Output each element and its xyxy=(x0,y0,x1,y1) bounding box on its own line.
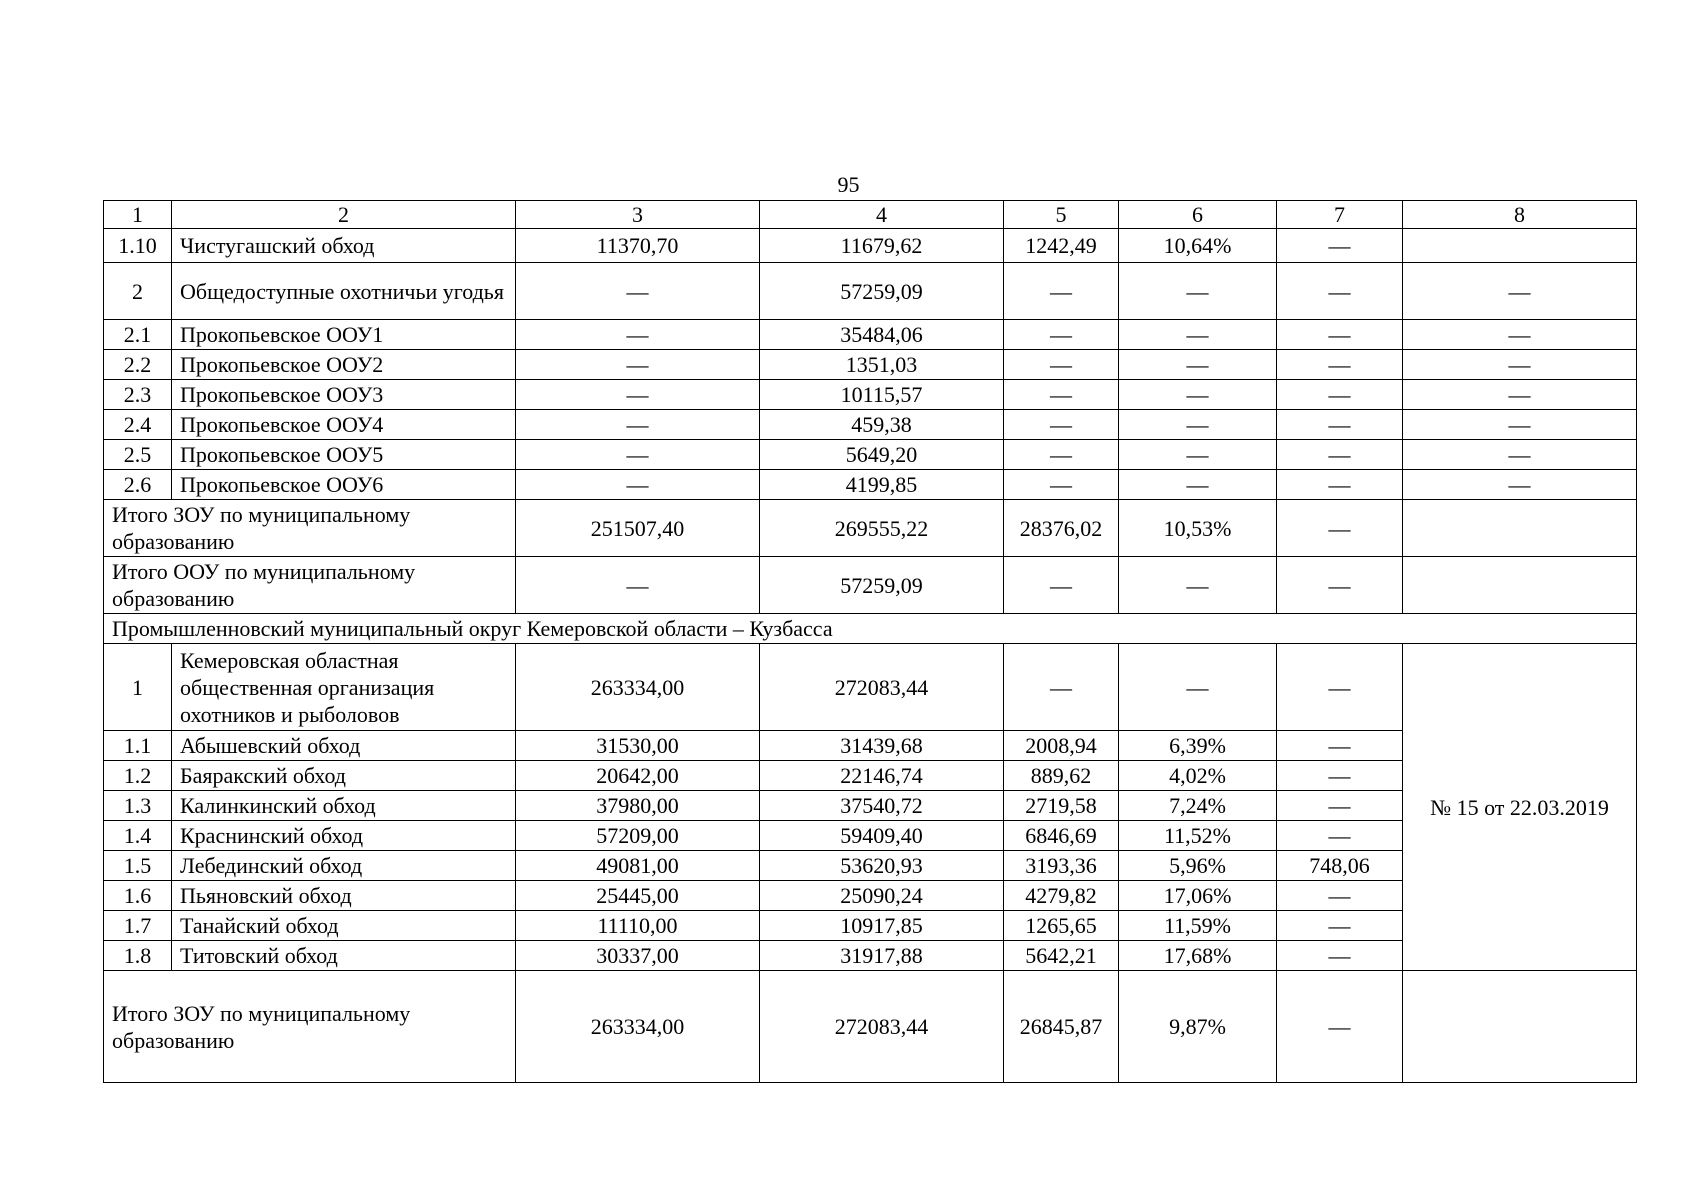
table-row xyxy=(104,263,1637,320)
table-row xyxy=(104,410,1637,440)
cell-col7: — xyxy=(1277,557,1403,614)
cell-col3: 25445,00 xyxy=(516,881,760,911)
cell-col6: 17,06% xyxy=(1119,881,1277,911)
table-row xyxy=(104,320,1637,350)
total-label: Итого ООУ по муниципальному образованию xyxy=(104,557,516,614)
cell-col8 xyxy=(1403,557,1637,614)
cell-col6: — xyxy=(1119,380,1277,410)
cell-col5: 2008,94 xyxy=(1004,731,1119,761)
cell-col3: — xyxy=(516,410,760,440)
cell-col6: 6,39% xyxy=(1119,731,1277,761)
row-number: 1.3 xyxy=(104,791,172,821)
row-number: 2.2 xyxy=(104,350,172,380)
cell-col5: — xyxy=(1004,350,1119,380)
page-number: 95 xyxy=(837,172,860,197)
total-zou-row xyxy=(104,500,1637,557)
cell-col7: — xyxy=(1277,881,1403,911)
total-label: Итого ЗОУ по муниципальному образованию xyxy=(104,971,516,1083)
row-name: Лебединский обход xyxy=(172,851,516,881)
cell-col5: 28376,02 xyxy=(1004,500,1119,557)
row-number: 1.5 xyxy=(104,851,172,881)
cell-col3: — xyxy=(516,470,760,500)
cell-col5: 26845,87 xyxy=(1004,971,1119,1083)
cell-col3: 37980,00 xyxy=(516,791,760,821)
cell-col3: 20642,00 xyxy=(516,761,760,791)
cell-col7: — xyxy=(1277,410,1403,440)
cell-col6: — xyxy=(1119,644,1277,731)
row-name: Кемеровская областная общественная организация охотников и рыболовов xyxy=(172,644,516,731)
cell-col6: 11,52% xyxy=(1119,821,1277,851)
header-cell: 8 xyxy=(1403,201,1637,229)
row-number: 1.6 xyxy=(104,881,172,911)
cell-col3: 31530,00 xyxy=(516,731,760,761)
cell-col4: 25090,24 xyxy=(760,881,1004,911)
cell-col6: — xyxy=(1119,470,1277,500)
cell-col6: 10,64% xyxy=(1119,229,1277,263)
cell-col3: — xyxy=(516,557,760,614)
cell-col6: 5,96% xyxy=(1119,851,1277,881)
table-row xyxy=(104,644,1637,731)
cell-col8: — xyxy=(1403,380,1637,410)
header-cell: 3 xyxy=(516,201,760,229)
cell-col8: — xyxy=(1403,320,1637,350)
cell-col4: 59409,40 xyxy=(760,821,1004,851)
cell-col8: — xyxy=(1403,470,1637,500)
hunting-grounds-table xyxy=(103,200,1637,1083)
document-reference: № 15 от 22.03.2019 xyxy=(1403,644,1637,971)
cell-col8: — xyxy=(1403,350,1637,380)
row-name: Танайский обход xyxy=(172,911,516,941)
cell-col6: 11,59% xyxy=(1119,911,1277,941)
row-name: Прокопьевское ООУ5 xyxy=(172,440,516,470)
cell-col3: 263334,00 xyxy=(516,644,760,731)
header-cell: 1 xyxy=(104,201,172,229)
cell-col3: — xyxy=(516,320,760,350)
cell-col6: — xyxy=(1119,350,1277,380)
row-number: 2.4 xyxy=(104,410,172,440)
header-cell: 2 xyxy=(172,201,516,229)
cell-col5: 5642,21 xyxy=(1004,941,1119,971)
header-cell: 7 xyxy=(1277,201,1403,229)
row-name: Прокопьевское ООУ2 xyxy=(172,350,516,380)
cell-col5: — xyxy=(1004,557,1119,614)
cell-col3: — xyxy=(516,263,760,320)
row-name: Прокопьевское ООУ4 xyxy=(172,410,516,440)
cell-col7: — xyxy=(1277,731,1403,761)
row-number: 1.8 xyxy=(104,941,172,971)
cell-col6: — xyxy=(1119,410,1277,440)
cell-col5: — xyxy=(1004,320,1119,350)
cell-col7: — xyxy=(1277,470,1403,500)
cell-col8 xyxy=(1403,971,1637,1083)
cell-col6: — xyxy=(1119,263,1277,320)
cell-col4: 4199,85 xyxy=(760,470,1004,500)
header-cell: 4 xyxy=(760,201,1004,229)
cell-col5: — xyxy=(1004,380,1119,410)
cell-col7: — xyxy=(1277,440,1403,470)
row-name: Прокопьевское ООУ6 xyxy=(172,470,516,500)
row-name: Прокопьевское ООУ3 xyxy=(172,380,516,410)
table-row xyxy=(104,380,1637,410)
cell-col6: — xyxy=(1119,440,1277,470)
row-name: Краснинский обход xyxy=(172,821,516,851)
cell-col5: — xyxy=(1004,470,1119,500)
row-name: Баяракский обход xyxy=(172,761,516,791)
header-cell: 6 xyxy=(1119,201,1277,229)
total-zou-row xyxy=(104,971,1637,1083)
row-name: Калинкинский обход xyxy=(172,791,516,821)
cell-col7: — xyxy=(1277,320,1403,350)
cell-col7: — xyxy=(1277,500,1403,557)
cell-col4: 10115,57 xyxy=(760,380,1004,410)
cell-col5: 3193,36 xyxy=(1004,851,1119,881)
cell-col3: 11110,00 xyxy=(516,911,760,941)
row-number: 2 xyxy=(104,263,172,320)
cell-col5: 1242,49 xyxy=(1004,229,1119,263)
cell-col7: — xyxy=(1277,941,1403,971)
district-title-row xyxy=(104,614,1637,644)
total-oou-row xyxy=(104,557,1637,614)
cell-col7: 748,06 xyxy=(1277,851,1403,881)
cell-col3: 57209,00 xyxy=(516,821,760,851)
row-number: 1.7 xyxy=(104,911,172,941)
row-number: 1 xyxy=(104,644,172,731)
cell-col3: 11370,70 xyxy=(516,229,760,263)
row-name: Титовский обход xyxy=(172,941,516,971)
cell-col4: 53620,93 xyxy=(760,851,1004,881)
table-row xyxy=(104,350,1637,380)
row-number: 2.6 xyxy=(104,470,172,500)
cell-col3: — xyxy=(516,440,760,470)
cell-col7: — xyxy=(1277,911,1403,941)
cell-col4: 272083,44 xyxy=(760,971,1004,1083)
row-number: 2.1 xyxy=(104,320,172,350)
cell-col4: 5649,20 xyxy=(760,440,1004,470)
cell-col6: — xyxy=(1119,320,1277,350)
cell-col7: — xyxy=(1277,821,1403,851)
cell-col5: 6846,69 xyxy=(1004,821,1119,851)
row-name: Общедоступные охотничьи угодья xyxy=(172,263,516,320)
cell-col6: 4,02% xyxy=(1119,761,1277,791)
table-row xyxy=(104,229,1637,263)
cell-col5: — xyxy=(1004,644,1119,731)
row-name: Чистугашский обход xyxy=(172,229,516,263)
cell-col5: 889,62 xyxy=(1004,761,1119,791)
header-row xyxy=(104,201,1637,229)
cell-col5: 2719,58 xyxy=(1004,791,1119,821)
cell-col3: 30337,00 xyxy=(516,941,760,971)
row-number: 1.10 xyxy=(104,229,172,263)
cell-col5: 1265,65 xyxy=(1004,911,1119,941)
row-number: 2.3 xyxy=(104,380,172,410)
cell-col7: — xyxy=(1277,229,1403,263)
cell-col3: 251507,40 xyxy=(516,500,760,557)
table-row xyxy=(104,440,1637,470)
cell-col7: — xyxy=(1277,791,1403,821)
cell-col3: — xyxy=(516,350,760,380)
row-number: 1.4 xyxy=(104,821,172,851)
cell-col5: — xyxy=(1004,263,1119,320)
district-title: Промышленновский муниципальный округ Кемеровской области – Кузбасса xyxy=(104,614,1637,644)
cell-col5: — xyxy=(1004,440,1119,470)
cell-col7: — xyxy=(1277,971,1403,1083)
cell-col8 xyxy=(1403,500,1637,557)
total-label: Итого ЗОУ по муниципальному образованию xyxy=(104,500,516,557)
cell-col6: 10,53% xyxy=(1119,500,1277,557)
cell-col4: 10917,85 xyxy=(760,911,1004,941)
cell-col4: 11679,62 xyxy=(760,229,1004,263)
cell-col4: 31439,68 xyxy=(760,731,1004,761)
cell-col8: — xyxy=(1403,263,1637,320)
cell-col4: 272083,44 xyxy=(760,644,1004,731)
cell-col8: — xyxy=(1403,440,1637,470)
cell-col6: 17,68% xyxy=(1119,941,1277,971)
cell-col4: 37540,72 xyxy=(760,791,1004,821)
cell-col3: 263334,00 xyxy=(516,971,760,1083)
cell-col8: — xyxy=(1403,410,1637,440)
cell-col4: 1351,03 xyxy=(760,350,1004,380)
cell-col3: 49081,00 xyxy=(516,851,760,881)
row-number: 1.1 xyxy=(104,731,172,761)
cell-col7: — xyxy=(1277,761,1403,791)
cell-col4: 57259,09 xyxy=(760,263,1004,320)
cell-col5: — xyxy=(1004,410,1119,440)
cell-col8 xyxy=(1403,229,1637,263)
cell-col7: — xyxy=(1277,380,1403,410)
cell-col5: 4279,82 xyxy=(1004,881,1119,911)
row-name: Абышевский обход xyxy=(172,731,516,761)
cell-col6: — xyxy=(1119,557,1277,614)
header-cell: 5 xyxy=(1004,201,1119,229)
cell-col4: 35484,06 xyxy=(760,320,1004,350)
row-name: Прокопьевское ООУ1 xyxy=(172,320,516,350)
table-row xyxy=(104,470,1637,500)
cell-col6: 9,87% xyxy=(1119,971,1277,1083)
cell-col3: — xyxy=(516,380,760,410)
cell-col4: 269555,22 xyxy=(760,500,1004,557)
cell-col7: — xyxy=(1277,350,1403,380)
cell-col4: 31917,88 xyxy=(760,941,1004,971)
cell-col4: 459,38 xyxy=(760,410,1004,440)
cell-col6: 7,24% xyxy=(1119,791,1277,821)
cell-col7: — xyxy=(1277,644,1403,731)
cell-col4: 22146,74 xyxy=(760,761,1004,791)
row-number: 1.2 xyxy=(104,761,172,791)
cell-col4: 57259,09 xyxy=(760,557,1004,614)
cell-col7: — xyxy=(1277,263,1403,320)
row-name: Пьяновский обход xyxy=(172,881,516,911)
row-number: 2.5 xyxy=(104,440,172,470)
